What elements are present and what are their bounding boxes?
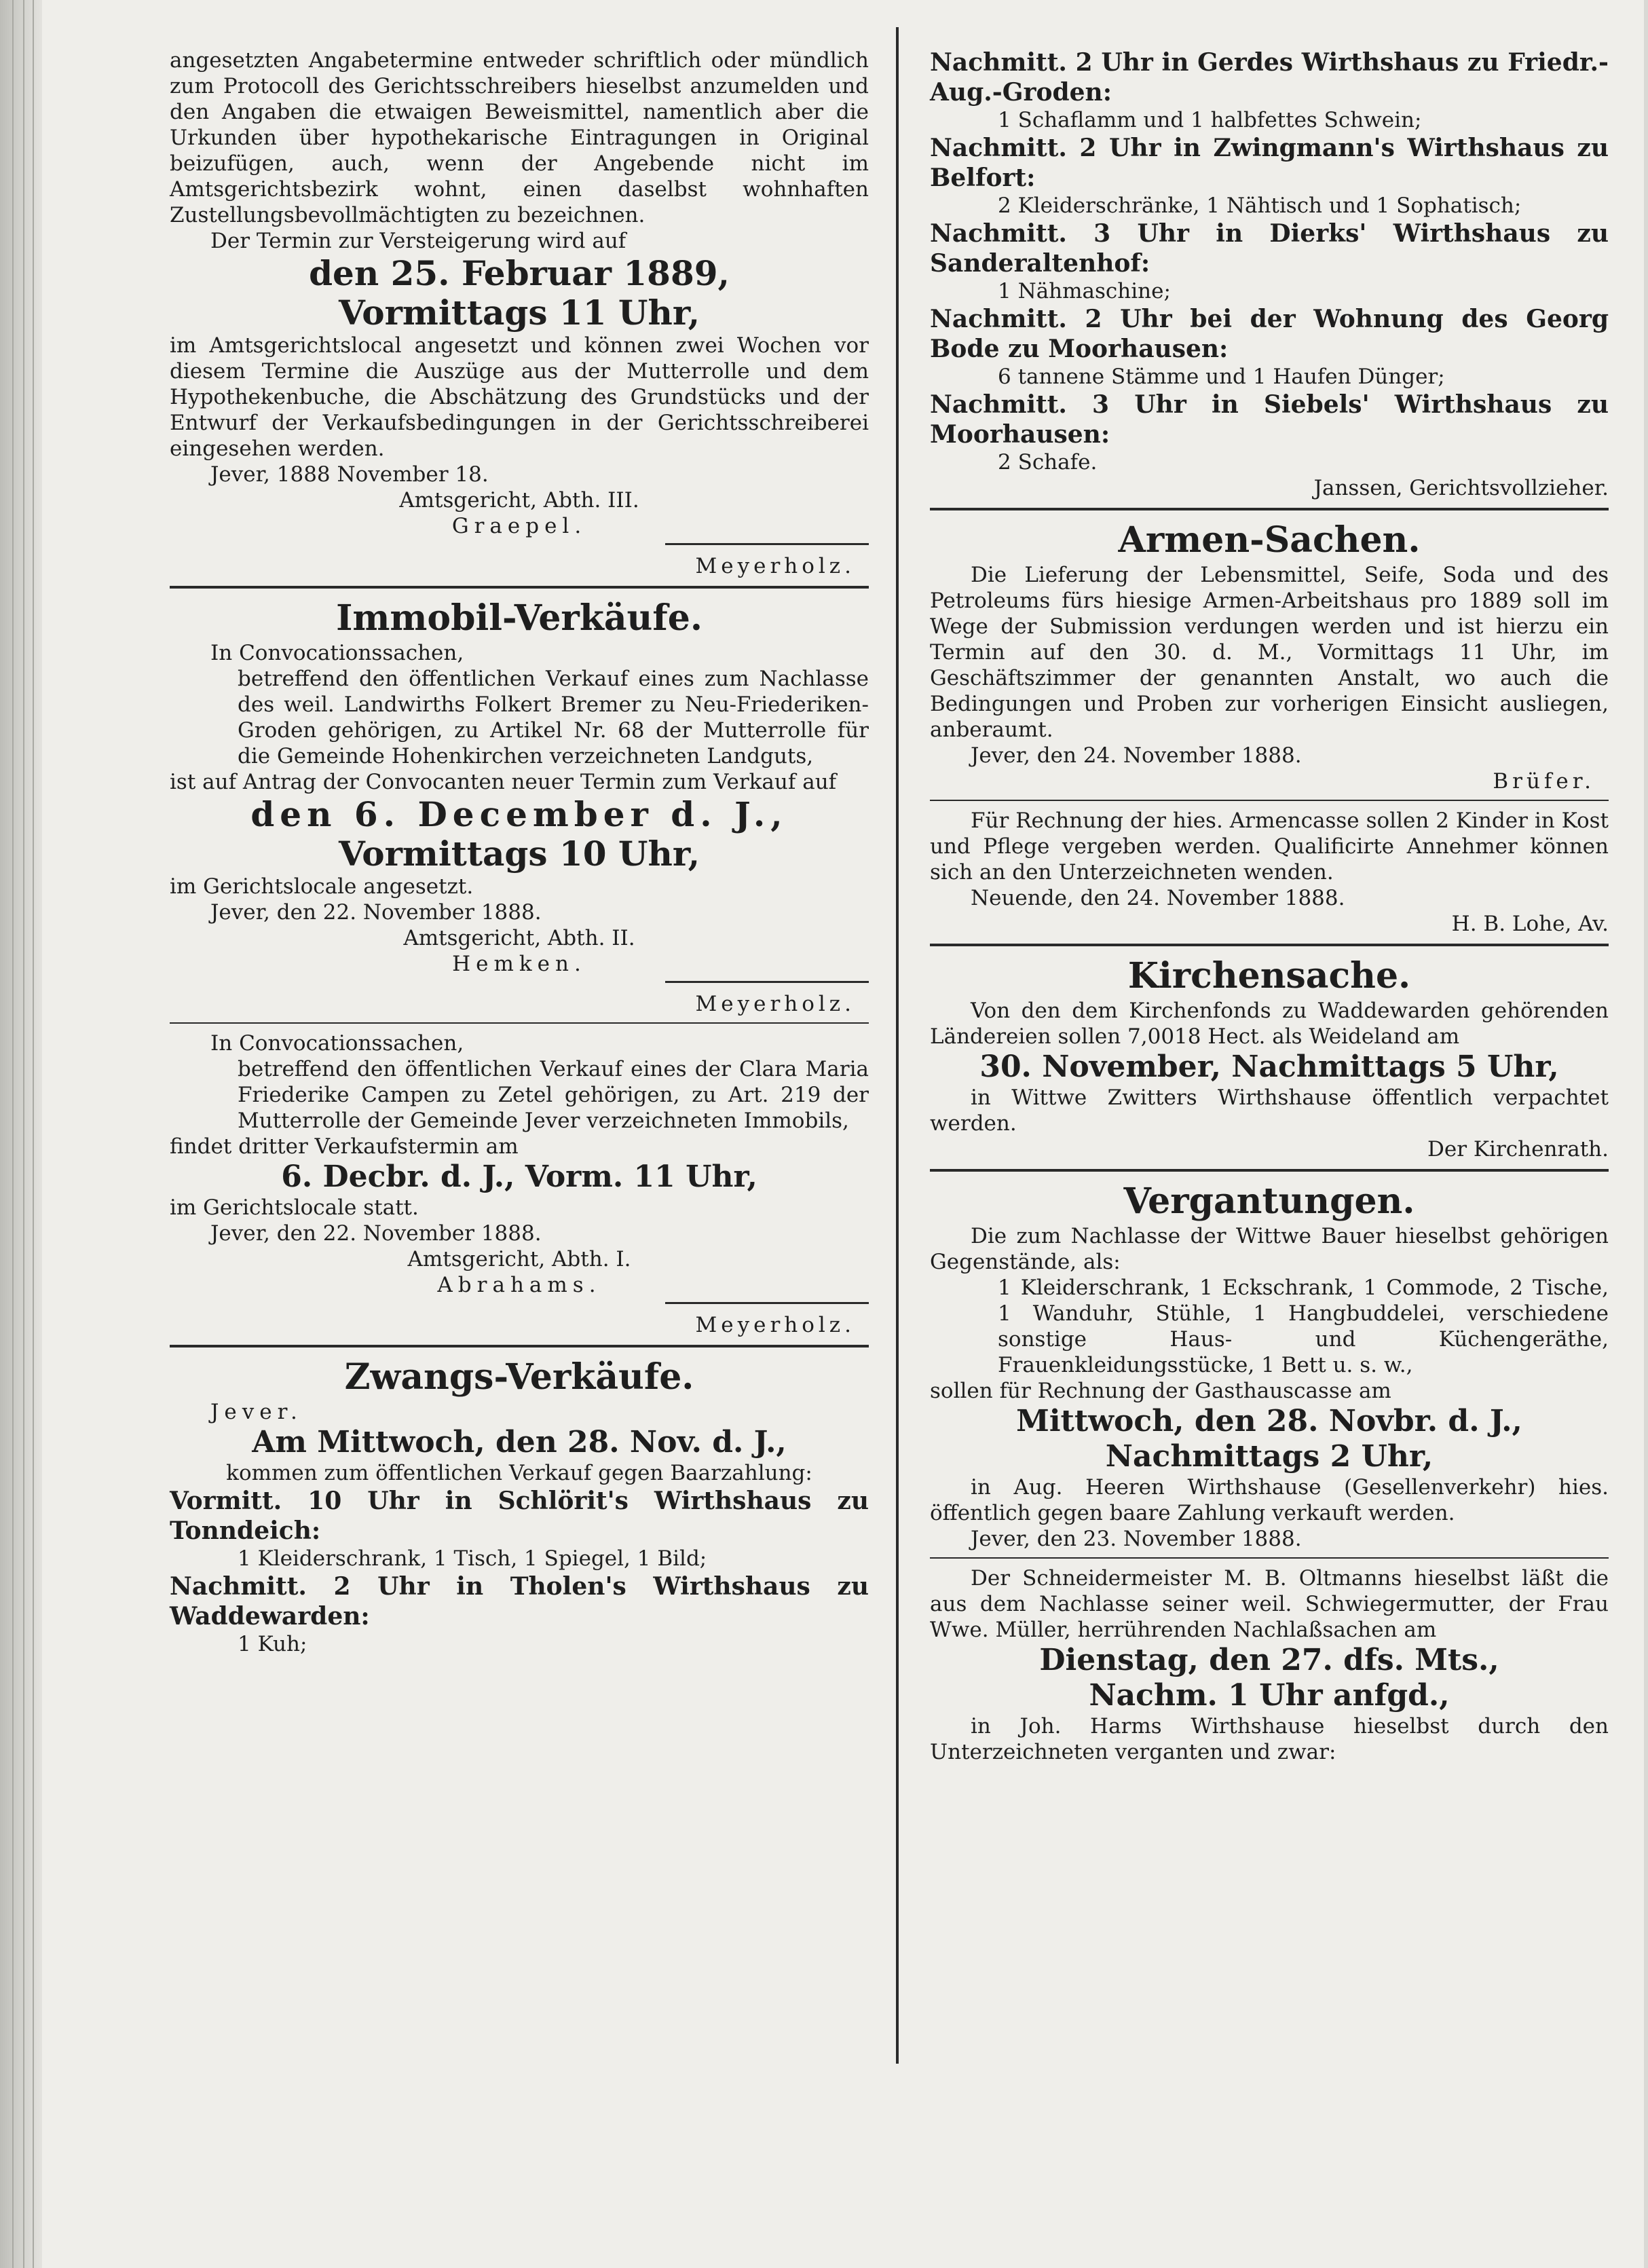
notice-text: in Wittwe Zwitters Wirthshause öffentlich verpachtet werden. (930, 1085, 1609, 1136)
conv-close: findet dritter Verkaufstermin am (170, 1134, 519, 1159)
sale-items: 1 Schaflamm und 1 halbfettes Schwein; (998, 108, 1422, 132)
auction-time: Nachmittags 2 Uhr, (1105, 1439, 1434, 1474)
bailiff-signature: Janssen, Gerichtsvollzieher. (1313, 476, 1609, 500)
conv-open: In Convocationssachen, (210, 1031, 464, 1056)
section-heading-zwang: Zwangs-Verkäufe. (344, 1356, 694, 1398)
sale-items: 1 Kuh; (238, 1632, 307, 1656)
notice-text: Der Schneidermeister M. B. Oltmanns hieselbst läßt die aus dem Nachlasse seiner weil. Schwiegermutter, der Frau Wwe. Müller, herrührenden Nachlaßsachen am (930, 1566, 1609, 1642)
auction-date: 6. Decbr. d. J., Vorm. 11 Uhr, (281, 1159, 757, 1194)
notice-termin-line: Der Termin zur Versteigerung wird auf (210, 229, 626, 253)
clerk-signature: Meyerholz. (695, 1313, 855, 1337)
clerk-signature: Meyerholz. (695, 992, 855, 1016)
notice-text: in Aug. Heeren Wirthshause (Gesellenverkehr) hies. öffentlich gegen baare Zahlung verkauft werden. (930, 1475, 1609, 1525)
spine-edge (12, 0, 14, 2268)
notice-text: im Gerichtslocale angesetzt. (170, 874, 474, 899)
notice-text: Die Lieferung der Lebensmittel, Seife, Soda und des Petroleums fürs hiesige Armen-Arbeitshaus pro 1889 soll im Wege der Submission verdungen werden und ist hierzu ein Termin auf den 30. d. M., Vormittags 11 Uhr, im Geschäftszimmer der genannten Anstalt, wo auch die Bedingungen und Proben zur vorherigen Einsicht ausliegen, anberaumt. (930, 563, 1609, 742)
conv-body: betreffend den öffentlichen Verkauf eines zum Nachlasse des weil. Landwirths Folkert Bremer zu Neu-Friederiken-Groden gehörigen, zu Artikel Nr. 68 der Mutterrolle für die Gemeinde Hohenkirchen verzeichneten Landguts, (238, 667, 869, 768)
notice-place-date: Jever, den 22. November 1888. (210, 1221, 542, 1246)
judge-name: Abrahams. (437, 1273, 601, 1297)
signature-rule (665, 543, 869, 545)
spine-edge (33, 0, 34, 2268)
auction-time: Nachm. 1 Uhr anfgd., (1089, 1678, 1450, 1713)
zw-date: Am Mittwoch, den 28. Nov. d. J., (252, 1425, 787, 1460)
auction-date: Mittwoch, den 28. Novbr. d. J., (1016, 1404, 1522, 1438)
auction-time: Vormittags 11 Uhr, (339, 293, 700, 333)
auction-date: den 6. December d. J., (250, 794, 788, 834)
sale-items: 1 Kleiderschrank, 1 Tisch, 1 Spiegel, 1 Bild; (238, 1546, 707, 1571)
section-rule (170, 1345, 869, 1347)
notice-place-date: Jever, den 23. November 1888. (971, 1527, 1302, 1551)
court-name: Amtsgericht, Abth. I. (407, 1247, 631, 1271)
sale-location: Nachmitt. 2 Uhr in Tholen's Wirthshaus zu Waddewarden: (170, 1572, 869, 1631)
sale-location: Vormitt. 10 Uhr in Schlörit's Wirthshaus zu Tonndeich: (170, 1487, 869, 1545)
notice-text: Für Rechnung der hies. Armencasse sollen 2 Kinder in Kost und Pflege vergeben werden. Qualificirte Annehmer können sich an den Unterzeichneten wenden. (930, 808, 1609, 885)
conv-body: betreffend den öffentlichen Verkauf eines der Clara Maria Friederike Campen zu Zetel gehörigen, zu Art. 219 der Mutterrolle der Gemeinde Jever verzeichneten Immobils, (238, 1057, 869, 1133)
section-rule (930, 944, 1609, 946)
right-column (930, 48, 1609, 2248)
section-heading-armen: Armen-Sachen. (1118, 519, 1421, 561)
spine-edge (23, 0, 24, 2268)
sale-items: 2 Kleiderschränke, 1 Nähtisch und 1 Sophatisch; (998, 193, 1522, 218)
column-divider (896, 27, 899, 2064)
sale-location: Nachmitt. 2 Uhr in Zwingmann's Wirthshaus zu Belfort: (930, 134, 1609, 192)
sale-location: Nachmitt. 3 Uhr in Dierks' Wirthshaus zu Sanderaltenhof: (930, 219, 1609, 278)
notice-intro: angesetzten Angabetermine entweder schriftlich oder mündlich zum Protocoll des Gerichtsschreibers hieselbst anzumelden und den Angaben die etwaigen Beweismittel, namentlich aber die Urkunden über hypothekarische Eintragungen in Original beizufügen, auch, wenn der Angebende nicht im Amtsgerichtsbezirk wohnt, einen daselbst wohnhaften Zustellungsbevollmächtigten zu bezeichnen. (170, 48, 869, 227)
auction-date: Dienstag, den 27. dfs. Mts., (1039, 1643, 1499, 1677)
court-name: Amtsgericht, Abth. II. (403, 926, 635, 950)
notice-text: in Joh. Harms Wirthshause hieselbst durch den Unterzeichneten verganten und zwar: (930, 1714, 1609, 1764)
notice-place-date: Jever, den 22. November 1888. (210, 900, 542, 925)
conv-open: In Convocationssachen, (210, 641, 464, 665)
judge-name: Graepel. (451, 514, 587, 538)
notice-rule (930, 1557, 1609, 1559)
conv-close: ist auf Antrag der Convocanten neuer Termin zum Verkauf auf (170, 770, 837, 794)
notice-text: im Gerichtslocale statt. (170, 1195, 419, 1220)
section-rule (930, 1169, 1609, 1172)
signature-rule (665, 1302, 869, 1304)
notice-text: sollen für Rechnung der Gasthauscasse am (930, 1379, 1391, 1403)
auction-date: den 25. Februar 1889, (309, 253, 730, 293)
zw-sub: kommen zum öffentlichen Verkauf gegen Baarzahlung: (226, 1461, 812, 1485)
clerk-signature: Meyerholz. (695, 554, 855, 578)
signature-rule (665, 981, 869, 983)
sale-location: Nachmitt. 2 Uhr in Gerdes Wirthshaus zu Friedr.-Aug.-Groden: (930, 48, 1609, 107)
lease-date: 30. November, Nachmittags 5 Uhr, (979, 1049, 1559, 1084)
notice-signature: Der Kirchenrath. (1427, 1137, 1609, 1161)
section-heading-vergantungen: Vergantungen. (1123, 1181, 1415, 1222)
sale-items: 1 Kleiderschrank, 1 Eckschrank, 1 Commode, 2 Tische, 1 Wanduhr, Stühle, 1 Hangbuddelei, verschiedene sonstige Haus- und Küchengeräthe, Frauenkleidungsstücke, 1 Bett u. s. w., (998, 1276, 1609, 1377)
section-rule (170, 586, 869, 589)
notice-text: Die zum Nachlasse der Wittwe Bauer hieselbst gehörigen Gegenstände, als: (930, 1224, 1609, 1274)
notice-rule (930, 800, 1609, 801)
court-name: Amtsgericht, Abth. III. (399, 488, 639, 513)
section-rule (930, 508, 1609, 510)
left-column (170, 48, 869, 2248)
section-heading-kirche: Kirchensache. (1127, 955, 1411, 997)
sale-location: Nachmitt. 3 Uhr in Siebels' Wirthshaus zu Moorhausen: (930, 390, 1609, 449)
zw-place: Jever. (210, 1400, 303, 1424)
notice-place-date: Jever, 1888 November 18. (210, 462, 489, 487)
sale-items: 1 Nähmaschine; (998, 279, 1171, 303)
notice-place-date: Jever, den 24. November 1888. (971, 743, 1302, 768)
judge-name: Hemken. (452, 952, 586, 976)
notice-signature: Brüfer. (1493, 769, 1595, 794)
notice-place-date: Neuende, den 24. November 1888. (971, 886, 1345, 910)
sale-location: Nachmitt. 2 Uhr bei der Wohnung des Georg Bode zu Moorhausen: (930, 305, 1609, 363)
notice-signature: H. B. Lohe, Av. (1451, 912, 1609, 936)
notice-rule (170, 1022, 869, 1024)
notice-text: im Amtsgerichtslocal angesetzt und können zwei Wochen vor diesem Termine die Auszüge aus der Mutterrolle und dem Hypothekenbuche, die Abschätzung des Grundstücks und der Entwurf der Verkaufsbedingungen in der Gerichtsschreiberei eingesehen werden. (170, 333, 869, 461)
auction-time: Vormittags 10 Uhr, (339, 834, 700, 874)
sale-items: 6 tannene Stämme und 1 Haufen Dünger; (998, 365, 1445, 389)
sale-items: 2 Schafe. (998, 450, 1098, 475)
notice-text: Von den dem Kirchenfonds zu Waddewarden gehörenden Ländereien sollen 7,0018 Hect. als Weideland am (930, 999, 1609, 1049)
section-heading-immobil: Immobil-Verkäufe. (336, 597, 703, 639)
